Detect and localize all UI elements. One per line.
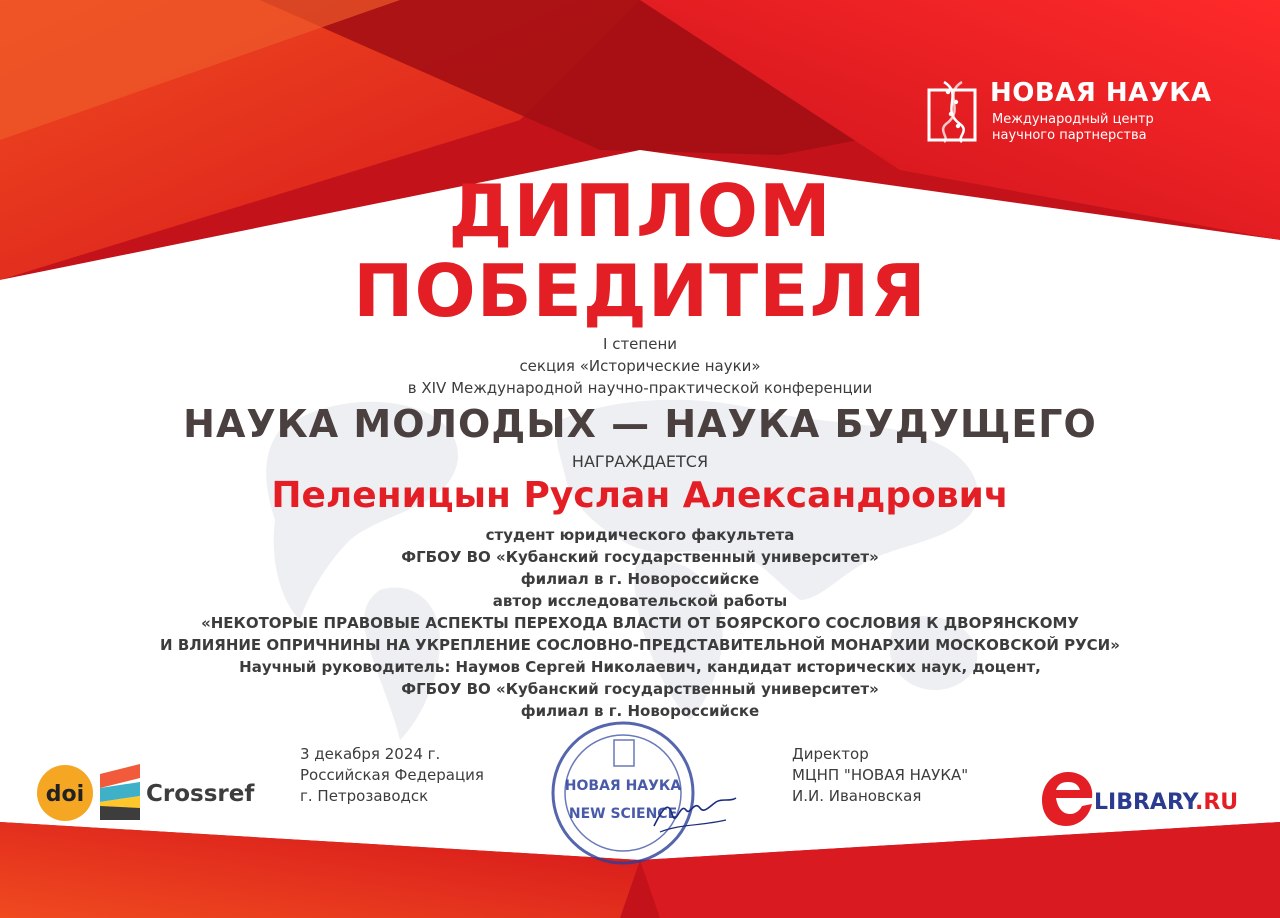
- brand-logo: [926, 76, 1226, 148]
- detail-line: ФГБОУ ВО «Кубанский государственный университет»: [401, 680, 879, 698]
- degree-text: I степени: [603, 335, 677, 353]
- work-title-line-1: «НЕКОТОРЫЕ ПРАВОВЫЕ АСПЕКТЫ ПЕРЕХОДА ВЛАСТИ ОТ БОЯРСКОГО СОСЛОВИЯ К ДВОРЯНСКОМУ: [201, 614, 1079, 632]
- issue-date: 3 декабря 2024 г.: [300, 745, 441, 763]
- director-signature: [650, 780, 740, 840]
- crossref-logo: [100, 764, 270, 820]
- recipient-name: Пеленицын Руслан Александрович: [271, 475, 1009, 516]
- elibrary-logo: [1040, 762, 1240, 830]
- title-line-2: ПОБЕДИТЕЛЯ: [353, 249, 927, 333]
- logo-subtitle-2: научного партнерства: [992, 128, 1147, 143]
- stamp-top-text: НОВАЯ НАУКА: [564, 778, 682, 794]
- detail-line: студент юридического факультета: [485, 526, 795, 544]
- date-place-block: [300, 744, 484, 807]
- elibrary-label: [1094, 790, 1238, 815]
- doi-label: doi: [45, 782, 85, 807]
- elibrary-e-icon: [1040, 762, 1100, 830]
- crossref-mark-icon: [100, 764, 144, 820]
- crossref-label: Crossref: [146, 781, 255, 807]
- work-title-line-2: И ВЛИЯНИЕ ОПРИЧНИНЫ НА УКРЕПЛЕНИЕ СОСЛОВНО-ПРЕДСТАВИТЕЛЬНОЙ МОНАРХИИ МОСКОВСКОЙ РУСИ»: [160, 636, 1120, 654]
- director-org: МЦНП "НОВАЯ НАУКА": [792, 766, 969, 784]
- detail-line: ФГБОУ ВО «Кубанский государственный университет»: [401, 548, 879, 566]
- detail-line: филиал в г. Новороссийске: [520, 702, 760, 720]
- issue-country: Российская Федерация: [300, 766, 484, 784]
- detail-line: автор исследовательской работы: [492, 592, 788, 610]
- supervisor-line: Научный руководитель: Наумов Сергей Николаевич, кандидат исторических наук, доцент,: [239, 658, 1041, 676]
- awarded-text: НАГРАЖДАЕТСЯ: [571, 452, 709, 471]
- logo-subtitle-1: Международный центр: [992, 112, 1154, 127]
- doi-logo: [36, 764, 94, 822]
- detail-line: филиал в г. Новороссийске: [520, 570, 760, 588]
- elibrary-suffix: .RU: [1194, 790, 1239, 815]
- director-title: Директор: [792, 745, 869, 763]
- logo-name: НОВАЯ НАУКА: [990, 78, 1212, 108]
- section-text: секция «Исторические науки»: [519, 357, 761, 375]
- conference-intro: в XIV Международной научно-практической конференции: [407, 379, 873, 397]
- title-line-1: ДИПЛОМ: [448, 169, 832, 253]
- stamp-bottom-text: NEW SCIENCE: [568, 806, 678, 822]
- dna-logo-icon: [926, 80, 982, 144]
- issue-city: г. Петрозаводск: [300, 787, 429, 805]
- director-block: [792, 744, 968, 807]
- elibrary-main: LIBRARY: [1094, 790, 1195, 815]
- conference-name: НАУКА МОЛОДЫХ — НАУКА БУДУЩЕГО: [183, 402, 1097, 446]
- director-name: И.И. Ивановская: [792, 787, 922, 805]
